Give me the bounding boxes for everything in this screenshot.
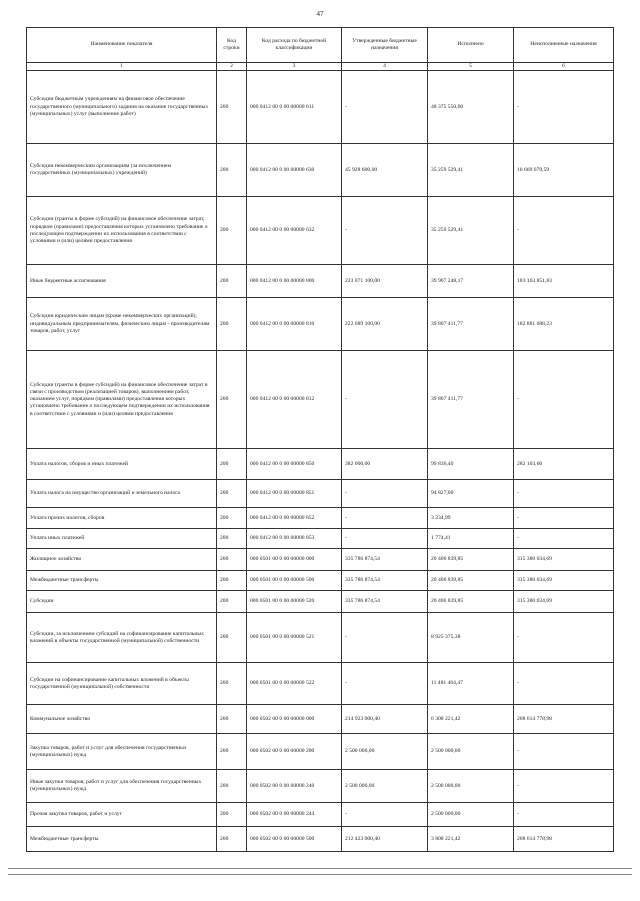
row-classification-code: 000 0412 00 0 00 00000 800 xyxy=(247,265,342,298)
row-line-code: 200 xyxy=(217,197,247,265)
row-executed: 8 925 375,38 xyxy=(428,613,514,663)
row-executed: 2 500 000,00 xyxy=(428,803,514,827)
row-executed: 2 500 000,00 xyxy=(428,770,514,803)
row-name: Субсидии xyxy=(27,591,217,613)
row-approved: 212 423 000,40 xyxy=(342,827,428,852)
row-line-code: 200 xyxy=(217,449,247,480)
row-approved: 2 500 000,00 xyxy=(342,734,428,770)
row-executed: 1 774,41 xyxy=(428,529,514,549)
column-number: 4 xyxy=(342,63,428,71)
table-row xyxy=(27,508,614,529)
row-classification-code: 000 0502 00 0 00 00000 240 xyxy=(247,770,342,803)
row-line-code: 200 xyxy=(217,351,247,449)
table-row xyxy=(27,449,614,480)
table-row xyxy=(27,144,614,197)
bottom-rule xyxy=(8,868,632,869)
page-number: 47 xyxy=(316,10,324,18)
header-approved: Утвержденные бюджетные назначения xyxy=(342,28,428,63)
row-executed: 99 836,40 xyxy=(428,449,514,480)
row-unexecuted: 182 881 688,23 xyxy=(514,298,614,351)
row-unexecuted: - xyxy=(514,508,614,529)
header-line-code: Код строки xyxy=(217,28,247,63)
row-unexecuted: - xyxy=(514,197,614,265)
row-name: Иные бюджетные ассигнования xyxy=(27,265,217,298)
row-name: Субсидии (гранты в форме субсидий) на финансовое обеспечение затрат, порядком (правилами) предоставления которых установлено требование о последующем подтверждении их использования в соответствии с условиями и (или) целями предоставления xyxy=(27,197,217,265)
header-row xyxy=(27,28,614,63)
row-classification-code: 000 0501 00 0 00 00000 520 xyxy=(247,591,342,613)
row-line-code: 200 xyxy=(217,549,247,571)
row-executed: 94 827,00 xyxy=(428,480,514,508)
row-line-code: 200 xyxy=(217,144,247,197)
row-executed: 20 406 839,85 xyxy=(428,571,514,591)
row-approved: - xyxy=(342,480,428,508)
row-line-code: 200 xyxy=(217,705,247,734)
row-line-code: 200 xyxy=(217,827,247,852)
row-approved: 335 786 874,54 xyxy=(342,549,428,571)
row-name: Прочая закупка товаров, работ и услуг xyxy=(27,803,217,827)
row-unexecuted: 208 614 778,98 xyxy=(514,827,614,852)
row-unexecuted: - xyxy=(514,351,614,449)
table-row xyxy=(27,480,614,508)
row-unexecuted: 10 669 070,59 xyxy=(514,144,614,197)
row-unexecuted: 315 380 034,69 xyxy=(514,549,614,571)
row-classification-code: 000 0502 00 0 00 00000 000 xyxy=(247,705,342,734)
row-line-code: 200 xyxy=(217,734,247,770)
row-executed: 20 406 839,85 xyxy=(428,591,514,613)
row-name: Субсидии некоммерческим организациям (за исключением государственных (муниципальных) учреждений) xyxy=(27,144,217,197)
row-name: Жилищное хозяйство xyxy=(27,549,217,571)
row-executed: 35 259 529,41 xyxy=(428,197,514,265)
row-unexecuted: - xyxy=(514,613,614,663)
table-row xyxy=(27,827,614,852)
row-name: Уплата налогов, сборов и иных платежей xyxy=(27,449,217,480)
row-executed: 39 907 248,17 xyxy=(428,265,514,298)
row-classification-code: 000 0412 00 0 00 00000 812 xyxy=(247,351,342,449)
row-unexecuted: - xyxy=(514,770,614,803)
column-number: 5 xyxy=(428,63,514,71)
table-row xyxy=(27,705,614,734)
row-classification-code: 000 0502 00 0 00 00000 200 xyxy=(247,734,342,770)
row-line-code: 200 xyxy=(217,613,247,663)
table-row xyxy=(27,803,614,827)
row-line-code: 200 xyxy=(217,298,247,351)
table-row xyxy=(27,591,614,613)
row-name: Субсидии, за исключением субсидий на софинансирование капитальных вложений в объекты государственной (муниципальной) собственности xyxy=(27,613,217,663)
row-unexecuted: 183 163 851,83 xyxy=(514,265,614,298)
row-line-code: 200 xyxy=(217,770,247,803)
row-name: Закупка товаров, работ и услуг для обеспечения государственных (муниципальных) нужд xyxy=(27,734,217,770)
budget-execution-table xyxy=(26,27,614,852)
table-row xyxy=(27,529,614,549)
row-line-code: 200 xyxy=(217,508,247,529)
row-executed: 39 807 411,77 xyxy=(428,298,514,351)
row-unexecuted: - xyxy=(514,663,614,705)
row-name: Уплата налога на имущество организаций и земельного налога xyxy=(27,480,217,508)
row-approved: - xyxy=(342,663,428,705)
row-executed: 11 481 464,47 xyxy=(428,663,514,705)
row-name: Субсидии (гранты в форме субсидий) на финансовое обеспечение затрат в связи с производством (реализацией товаров), выполнением работ, оказанием услуг, порядком (правилами) предоставления которых установлено требование о последующем подтверждении их использования в соответствии с условиями и (или) целями предоставления xyxy=(27,351,217,449)
row-line-code: 200 xyxy=(217,571,247,591)
row-approved: - xyxy=(342,803,428,827)
row-approved: - xyxy=(342,351,428,449)
row-name: Межбюджетные трансферты xyxy=(27,827,217,852)
row-executed: 6 308 221,42 xyxy=(428,705,514,734)
row-classification-code: 000 0501 00 0 00 00000 000 xyxy=(247,549,342,571)
row-executed: 48 375 550,00 xyxy=(428,71,514,144)
row-executed: 2 500 000,00 xyxy=(428,734,514,770)
header-classification-code: Код расхода по бюджетной классификации xyxy=(247,28,342,63)
row-executed: 3 234,99 xyxy=(428,508,514,529)
row-approved: 222 689 100,00 xyxy=(342,298,428,351)
row-unexecuted: - xyxy=(514,71,614,144)
row-name: Уплата иных платежей xyxy=(27,529,217,549)
row-classification-code: 000 0412 00 0 00 00000 810 xyxy=(247,298,342,351)
table-row xyxy=(27,613,614,663)
column-number: 1 xyxy=(27,63,217,71)
row-approved: 335 786 874,54 xyxy=(342,571,428,591)
row-approved: 214 923 000,40 xyxy=(342,705,428,734)
row-classification-code: 000 0412 00 0 00 00000 611 xyxy=(247,71,342,144)
row-name: Межбюджетные трансферты xyxy=(27,571,217,591)
table-row xyxy=(27,71,614,144)
row-unexecuted: - xyxy=(514,803,614,827)
row-unexecuted: 315 380 034,69 xyxy=(514,591,614,613)
header-unexecuted: Неисполненные назначения xyxy=(514,28,614,63)
table-row xyxy=(27,770,614,803)
column-number: 6 xyxy=(514,63,614,71)
row-approved: 382 000,00 xyxy=(342,449,428,480)
row-unexecuted: - xyxy=(514,734,614,770)
row-line-code: 200 xyxy=(217,480,247,508)
row-approved: 45 928 600,00 xyxy=(342,144,428,197)
row-approved: - xyxy=(342,613,428,663)
row-name: Иные закупки товаров, работ и услуг для обеспечения государственных (муниципальных) нужд xyxy=(27,770,217,803)
table-row xyxy=(27,663,614,705)
table-row xyxy=(27,734,614,770)
row-unexecuted: - xyxy=(514,480,614,508)
header-executed: Исполнено xyxy=(428,28,514,63)
row-classification-code: 000 0412 00 0 00 00000 851 xyxy=(247,480,342,508)
row-classification-code: 000 0412 00 0 00 00000 632 xyxy=(247,197,342,265)
row-unexecuted: 282 163,60 xyxy=(514,449,614,480)
row-classification-code: 000 0412 00 0 00 00000 852 xyxy=(247,508,342,529)
table-row xyxy=(27,351,614,449)
row-classification-code: 000 0501 00 0 00 00000 500 xyxy=(247,571,342,591)
row-name: Уплата прочих налогов, сборов xyxy=(27,508,217,529)
header-name: Наименование показателя xyxy=(27,28,217,63)
row-executed: 20 406 839,85 xyxy=(428,549,514,571)
column-number-row xyxy=(27,63,614,71)
row-line-code: 200 xyxy=(217,265,247,298)
row-executed: 35 259 529,41 xyxy=(428,144,514,197)
row-line-code: 200 xyxy=(217,529,247,549)
row-approved: 223 071 100,00 xyxy=(342,265,428,298)
row-classification-code: 000 0501 00 0 00 00000 521 xyxy=(247,613,342,663)
table-row xyxy=(27,549,614,571)
column-number: 2 xyxy=(217,63,247,71)
row-name: Субсидии юридическим лицам (кроме некоммерческих организаций), индивидуальным предпринимателям, физическим лицам - производителям товаров, работ, услуг xyxy=(27,298,217,351)
row-line-code: 200 xyxy=(217,591,247,613)
row-executed: 3 808 221,42 xyxy=(428,827,514,852)
row-approved: - xyxy=(342,71,428,144)
row-classification-code: 000 0502 00 0 00 00000 244 xyxy=(247,803,342,827)
row-unexecuted: 315 380 034,69 xyxy=(514,571,614,591)
bottom-rule xyxy=(8,874,632,875)
row-unexecuted: 208 614 778,98 xyxy=(514,705,614,734)
row-approved: 2 500 000,00 xyxy=(342,770,428,803)
row-name: Субсидии бюджетным учреждениям на финансовое обеспечение государственного (муниципального) задания на оказание государственных (муниципальных) услуг (выполнение работ) xyxy=(27,71,217,144)
row-classification-code: 000 0501 00 0 00 00000 522 xyxy=(247,663,342,705)
row-line-code: 200 xyxy=(217,663,247,705)
row-approved: - xyxy=(342,529,428,549)
row-approved: 335 786 874,54 xyxy=(342,591,428,613)
table-row xyxy=(27,571,614,591)
row-classification-code: 000 0412 00 0 00 00000 630 xyxy=(247,144,342,197)
row-name: Субсидии на софинансирование капитальных вложений в объекты государственной (муниципальной) собственности xyxy=(27,663,217,705)
row-classification-code: 000 0412 00 0 00 00000 850 xyxy=(247,449,342,480)
table-row xyxy=(27,197,614,265)
table-row xyxy=(27,298,614,351)
row-approved: - xyxy=(342,508,428,529)
row-line-code: 200 xyxy=(217,803,247,827)
row-executed: 39 807 411,77 xyxy=(428,351,514,449)
table-row xyxy=(27,265,614,298)
row-classification-code: 000 0412 00 0 00 00000 853 xyxy=(247,529,342,549)
row-approved: - xyxy=(342,197,428,265)
column-number: 3 xyxy=(247,63,342,71)
row-name: Коммунальное хозяйство xyxy=(27,705,217,734)
row-unexecuted: - xyxy=(514,529,614,549)
row-classification-code: 000 0502 00 0 00 00000 500 xyxy=(247,827,342,852)
row-line-code: 200 xyxy=(217,71,247,144)
